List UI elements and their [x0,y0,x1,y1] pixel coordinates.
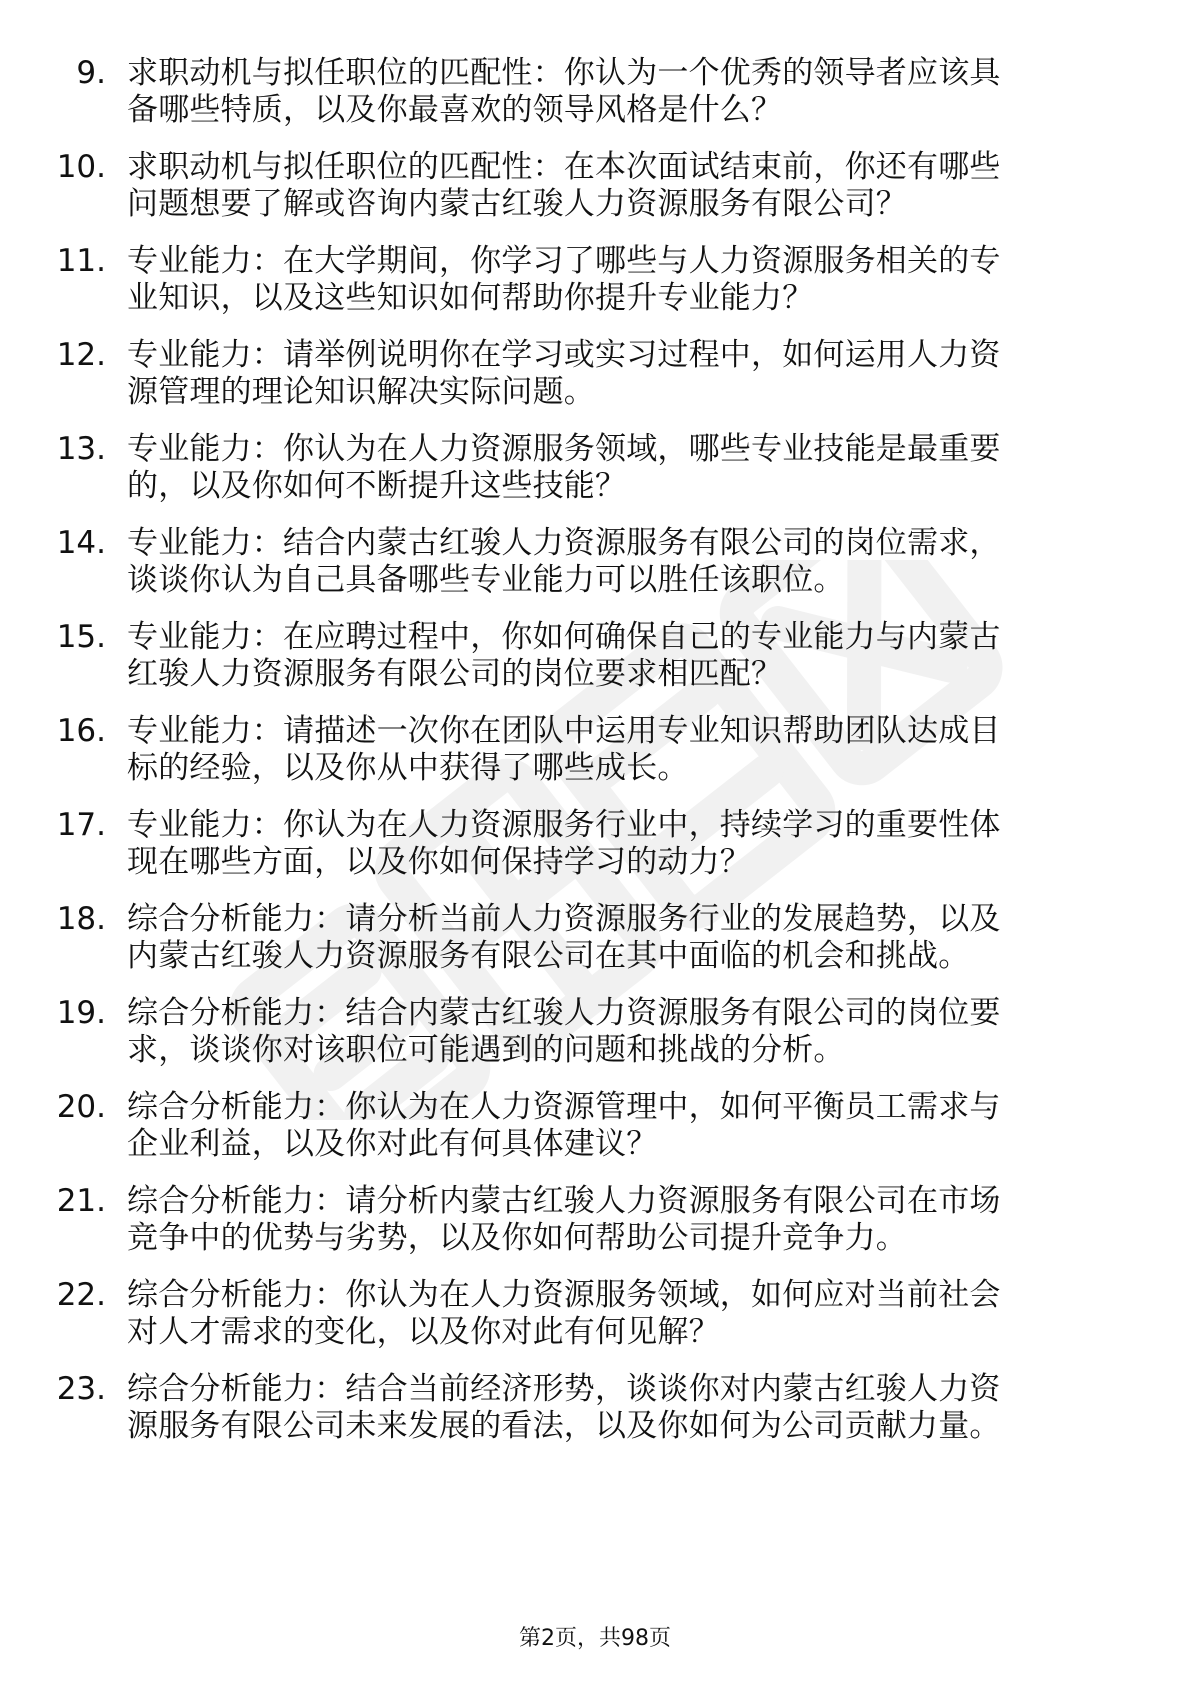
question-line-1: 综合分析能力：请分析内蒙古红骏人力资源服务有限公司在市场 [127,1183,1001,1219]
question-line-1: 综合分析能力：你认为在人力资源服务领域，如何应对当前社会 [127,1277,1001,1313]
question-line-2: 对人才需求的变化，以及你对此有何见解？ [127,1314,720,1350]
question-text [127,1371,1127,1445]
question-text [127,1089,1127,1163]
question-text [127,243,1127,317]
question-line-1: 专业能力：在应聘过程中，你如何确保自己的专业能力与内蒙古 [127,619,1001,655]
question-number: 23. [56,1371,106,1407]
question-text [127,55,1127,129]
question-number: 19. [56,995,106,1031]
question-line-2: 谈谈你认为自己具备哪些专业能力可以胜任该职位。 [127,562,845,598]
question-number: 14. [56,525,106,561]
question-line-2: 标的经验，以及你从中获得了哪些成长。 [127,750,689,786]
question-text [127,901,1127,975]
question-text [127,807,1127,881]
question-text [127,619,1127,693]
question-number: 10. [56,149,106,185]
question-line-2: 业知识，以及这些知识如何帮助你提升专业能力？ [127,280,814,316]
question-text [127,431,1127,505]
question-text [127,149,1127,223]
question-number: 11. [56,243,106,279]
question-number: 15. [56,619,106,655]
question-number: 18. [56,901,106,937]
list-item [0,901,1190,977]
list-item [0,243,1190,319]
list-item [0,525,1190,601]
question-number: 17. [56,807,106,843]
question-line-2: 企业利益，以及你对此有何具体建议？ [127,1126,658,1162]
question-line-1: 专业能力：在大学期间，你学习了哪些与人力资源服务相关的专 [127,243,1001,279]
question-line-1: 专业能力：你认为在人力资源服务行业中，持续学习的重要性体 [127,807,1001,843]
question-number: 21. [56,1183,106,1219]
question-line-2: 的，以及你如何不断提升这些技能？ [127,468,627,504]
question-text [127,995,1127,1069]
question-number: 13. [56,431,106,467]
question-line-1: 综合分析能力：结合当前经济形势，谈谈你对内蒙古红骏人力资 [127,1371,1001,1407]
question-number: 9. [76,55,106,91]
question-line-1: 综合分析能力：你认为在人力资源管理中，如何平衡员工需求与 [127,1089,1001,1125]
question-number: 16. [56,713,106,749]
question-line-1: 专业能力：结合内蒙古红骏人力资源服务有限公司的岗位需求， [127,525,1001,561]
question-line-1: 综合分析能力：结合内蒙古红骏人力资源服务有限公司的岗位要 [127,995,1001,1031]
list-item [0,1277,1190,1353]
question-line-1: 专业能力：请描述一次你在团队中运用专业知识帮助团队达成目 [127,713,1001,749]
question-line-2: 求，谈谈你对该职位可能遇到的问题和挑战的分析。 [127,1032,845,1068]
question-line-2: 红骏人力资源服务有限公司的岗位要求相匹配？ [127,656,783,692]
question-text [127,1277,1127,1351]
question-number: 22. [56,1277,106,1313]
question-line-1: 综合分析能力：请分析当前人力资源服务行业的发展趋势，以及 [127,901,1001,937]
list-item [0,149,1190,225]
question-line-2: 源服务有限公司未来发展的看法，以及你如何为公司贡献力量。 [127,1408,1001,1444]
list-item [0,1089,1190,1165]
list-item [0,995,1190,1071]
list-item [0,1183,1190,1259]
question-line-2: 问题想要了解或咨询内蒙古红骏人力资源服务有限公司？ [127,186,907,222]
question-line-2: 备哪些特质，以及你最喜欢的领导风格是什么？ [127,92,783,128]
question-text [127,1183,1127,1257]
question-line-2: 现在哪些方面，以及你如何保持学习的动力？ [127,844,751,880]
question-line-1: 专业能力：请举例说明你在学习或实习过程中，如何运用人力资 [127,337,1001,373]
list-item [0,337,1190,413]
question-line-2: 源管理的理论知识解决实际问题。 [127,374,595,410]
question-text [127,713,1127,787]
question-line-1: 求职动机与拟任职位的匹配性：你认为一个优秀的领导者应该具 [127,55,1001,91]
list-item [0,431,1190,507]
page-number-footer: 第2页，共98页 [519,1626,671,1651]
question-text [127,525,1127,599]
list-item [0,807,1190,883]
question-text [127,337,1127,411]
question-line-1: 求职动机与拟任职位的匹配性：在本次面试结束前，你还有哪些 [127,149,1001,185]
list-item [0,1371,1190,1447]
list-item [0,619,1190,695]
question-line-2: 竞争中的优势与劣势，以及你如何帮助公司提升竞争力。 [127,1220,907,1256]
question-line-2: 内蒙古红骏人力资源服务有限公司在其中面临的机会和挑战。 [127,938,970,974]
question-line-1: 专业能力：你认为在人力资源服务领域，哪些专业技能是最重要 [127,431,1001,467]
question-number: 12. [56,337,106,373]
list-item [0,713,1190,789]
list-item [0,55,1190,131]
question-number: 20. [56,1089,106,1125]
